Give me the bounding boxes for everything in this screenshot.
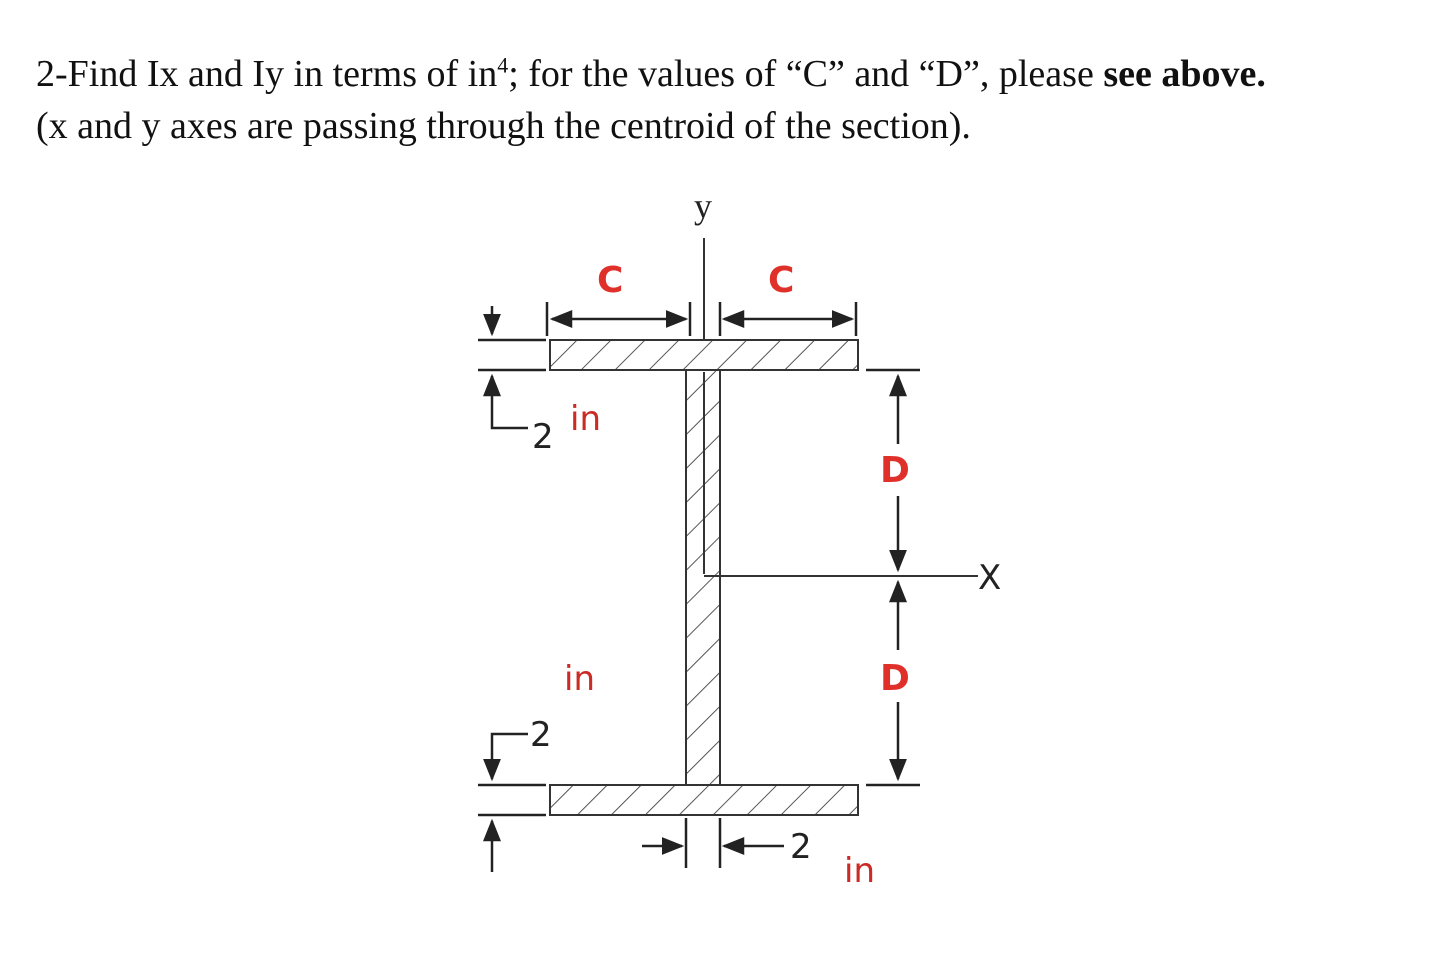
x-axis-label: X [978, 558, 1002, 598]
dim-c-left: C [597, 260, 624, 301]
top-flange-thickness-value: 2 [532, 417, 554, 457]
top-flange-thickness-unit: in [570, 399, 601, 439]
web-thickness-value: 2 [790, 827, 812, 867]
dim-d-upper: D [880, 450, 910, 491]
exponent-four: 4 [497, 52, 509, 78]
top-flange-thickness-dim [478, 306, 546, 428]
see-above-emphasis: see above. [1103, 53, 1266, 95]
bottom-flange [550, 785, 858, 815]
y-axis-label: y [694, 186, 712, 226]
dim-d-lower: D [880, 658, 910, 699]
bottom-flange-thickness-unit: in [564, 659, 595, 699]
bottom-flange-thickness-value: 2 [530, 715, 552, 755]
d-dimension-lines [866, 370, 920, 785]
web-thickness-unit: in [844, 851, 875, 891]
problem-text-start: 2-Find Ix and Iy in terms of in [36, 53, 498, 95]
problem-line-2: (x and y axes are passing through the centroid of the section). [36, 105, 971, 147]
web-thickness-dim [642, 818, 784, 868]
problem-text-middle: ; for the values of “C” and “D”, please [508, 53, 1104, 95]
dim-c-right: C [768, 260, 795, 301]
c-dimension-lines [547, 302, 856, 336]
top-flange [550, 340, 858, 370]
